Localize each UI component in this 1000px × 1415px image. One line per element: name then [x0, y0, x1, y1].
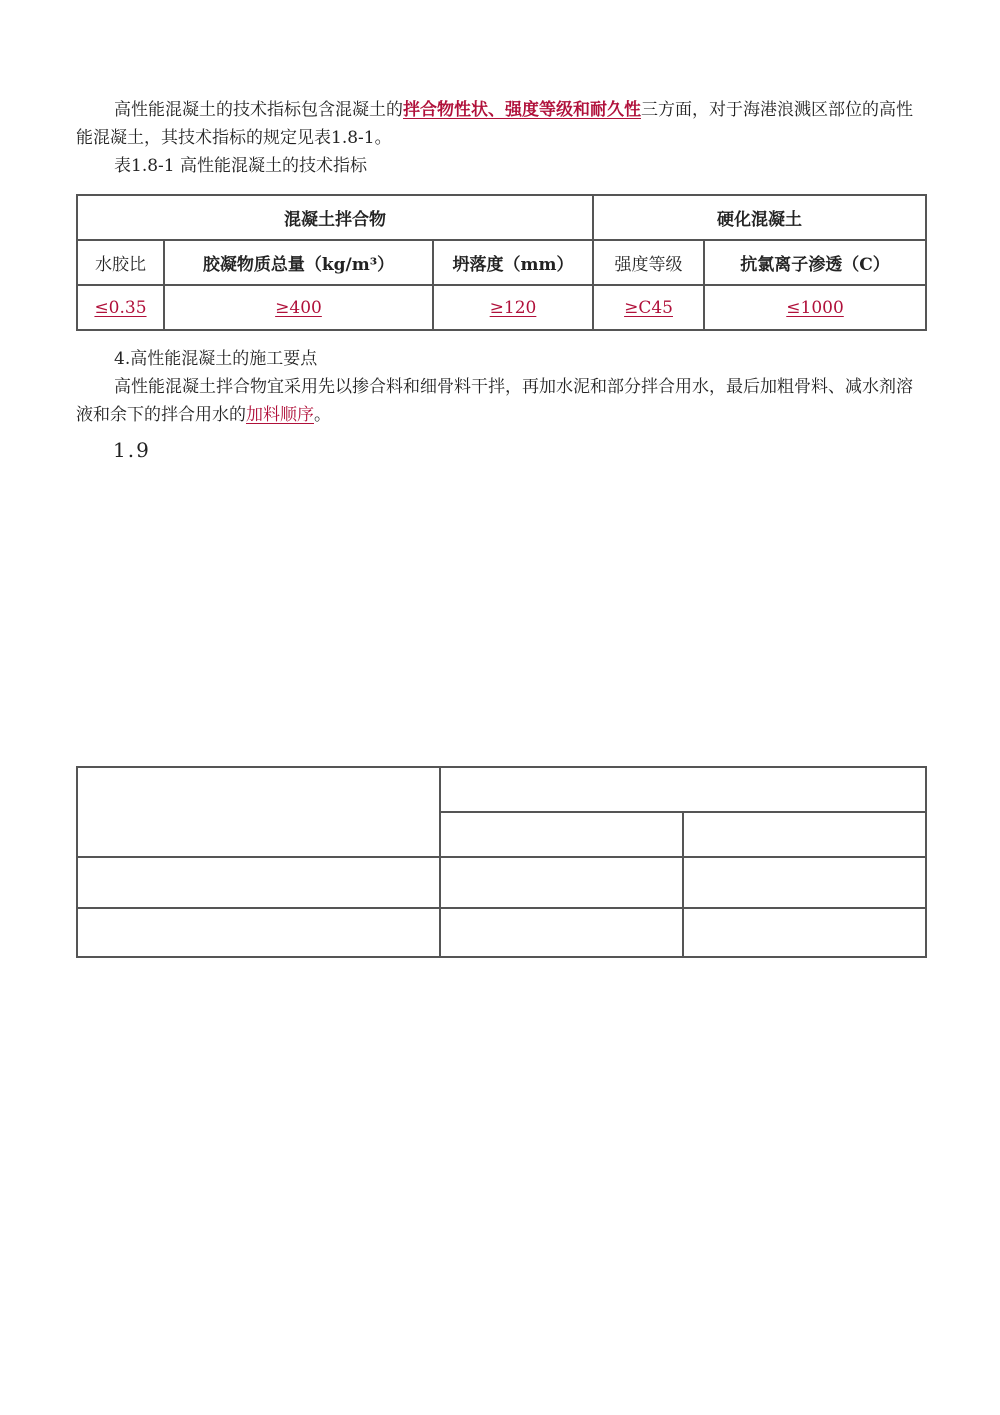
intro-text-after: 三方面，对于海港浪溅区部位的高性能混凝土，其技术指标的规定见表1.8-1。	[76, 100, 913, 148]
table-column-header-row	[77, 240, 926, 285]
table-row	[77, 767, 926, 812]
table-caption: 表1.8-1 高性能混凝土的技术指标	[114, 156, 367, 176]
section-4-heading: 4.高性能混凝土的施工要点	[114, 349, 318, 369]
empty-cell	[683, 857, 926, 908]
empty-cell	[77, 857, 440, 908]
empty-cell	[440, 767, 926, 812]
empty-cell	[77, 908, 440, 957]
table-row	[77, 857, 926, 908]
empty-cell	[440, 812, 683, 857]
table-group-header-row	[77, 195, 926, 240]
value-chloride-penetration: ≤1000	[704, 285, 926, 330]
group-header-mixture: 混凝土拌合物	[77, 195, 593, 240]
column-header-slump: 坍落度（mm）	[433, 240, 593, 285]
intro-paragraph	[76, 96, 926, 152]
table-row	[77, 908, 926, 957]
column-header-binder-total: 胶凝物质总量（kg/m³）	[164, 240, 433, 285]
empty-cell	[683, 908, 926, 957]
value-slump: ≥120	[433, 285, 593, 330]
value-strength-grade: ≥C45	[593, 285, 704, 330]
section-4-text-after: 。	[314, 405, 331, 425]
empty-cell	[440, 908, 683, 957]
group-header-hardened: 硬化混凝土	[593, 195, 926, 240]
column-header-chloride-penetration: 抗氯离子渗透（C）	[704, 240, 926, 285]
column-header-strength-grade: 强度等级	[593, 240, 704, 285]
table-row	[77, 285, 926, 330]
empty-cell	[77, 767, 440, 857]
empty-table	[76, 766, 927, 958]
intro-highlight: 拌合物性状、强度等级和耐久性	[403, 100, 641, 120]
empty-cell	[683, 812, 926, 857]
technical-indicators-table	[76, 194, 927, 331]
value-binder-total: ≥400	[164, 285, 433, 330]
intro-text-before: 高性能混凝土的技术指标包含混凝土的	[114, 100, 403, 120]
section-4-paragraph	[76, 373, 926, 429]
value-water-binder-ratio: ≤0.35	[77, 285, 164, 330]
section-4-highlight: 加料顺序	[246, 405, 314, 425]
empty-cell	[440, 857, 683, 908]
section-4-text-before: 高性能混凝土拌合物宜采用先以掺合料和细骨料干拌，再加水泥和部分拌合用水，最后加粗骨料、减水剂溶液和余下的拌合用水的	[76, 377, 913, 425]
column-header-water-binder-ratio: 水胶比	[77, 240, 164, 285]
section-number: 1.9	[113, 438, 151, 462]
